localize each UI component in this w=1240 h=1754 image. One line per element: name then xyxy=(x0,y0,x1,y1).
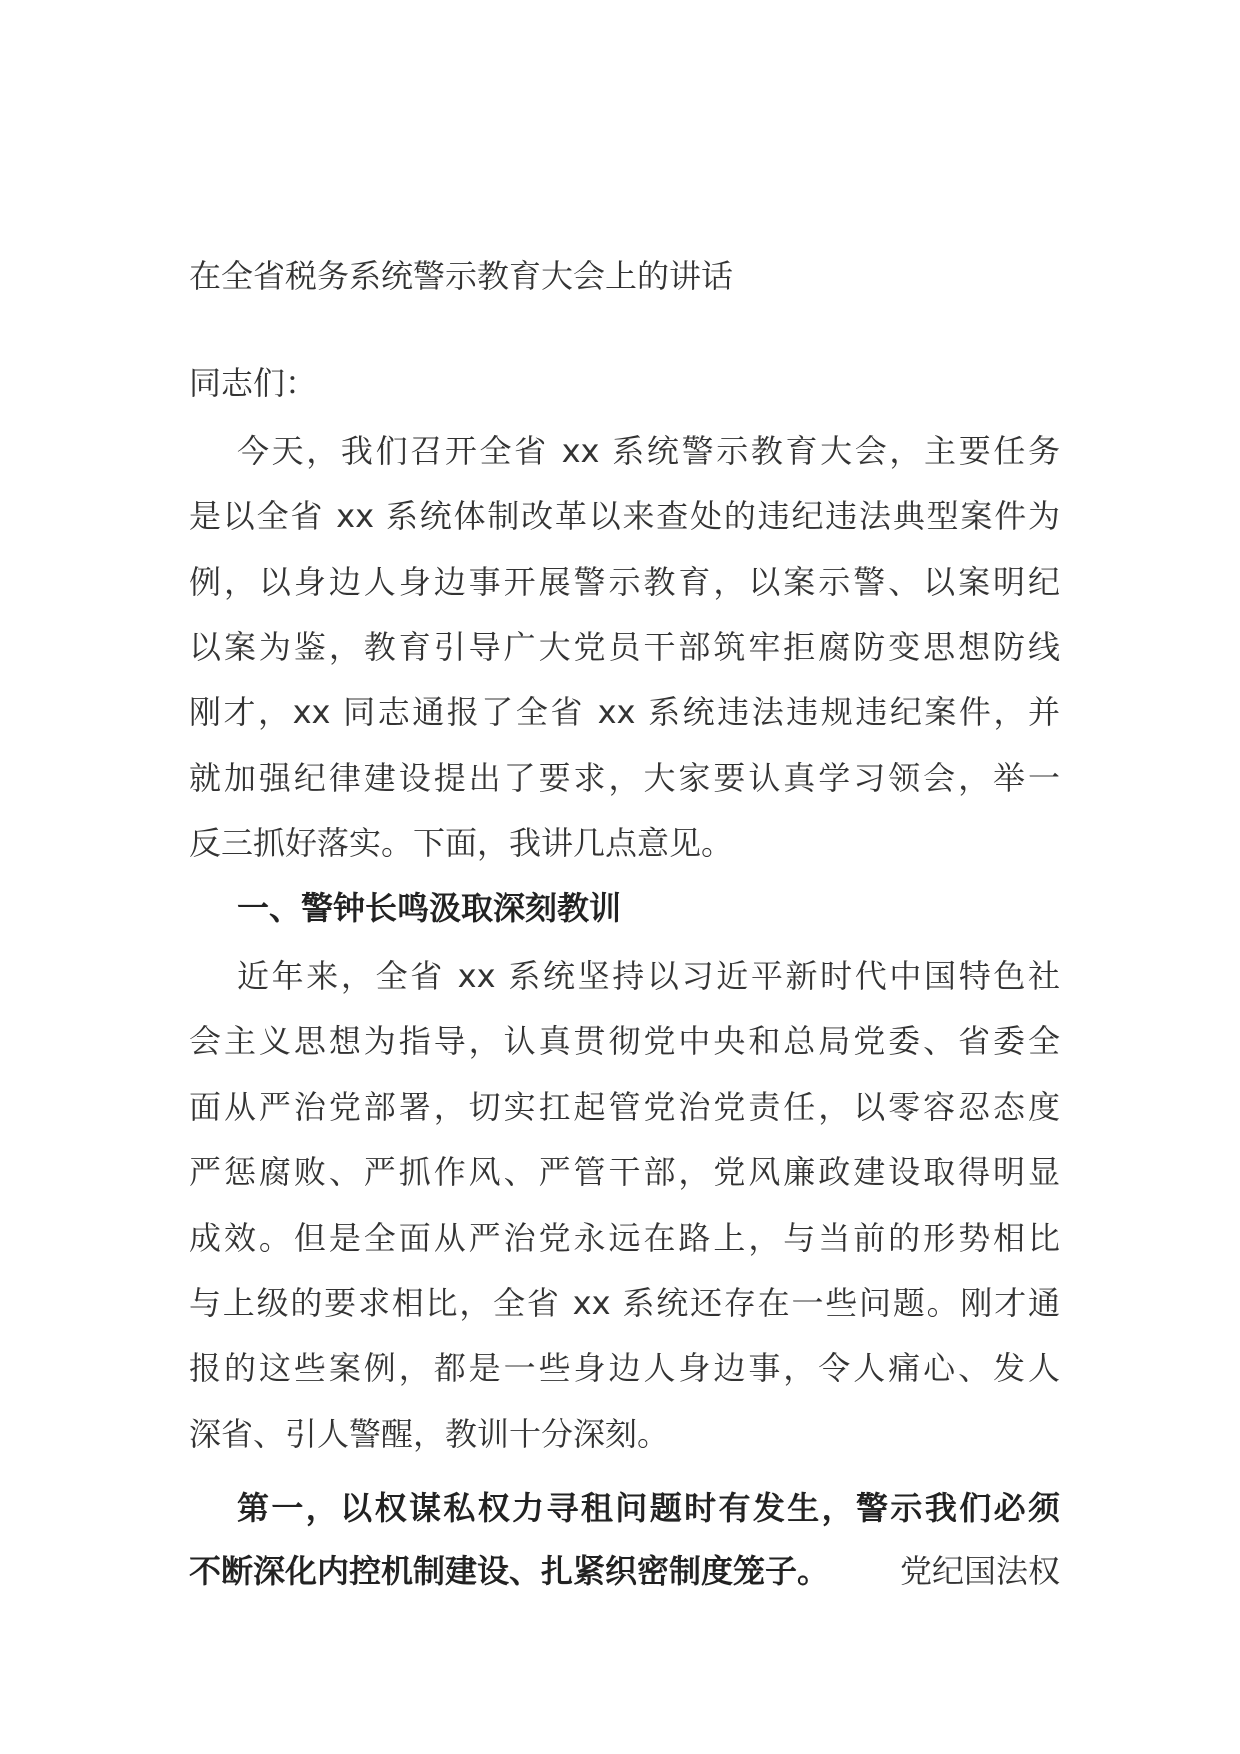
paragraph-line: 今天，我们召开全省 xx 系统警示教育大会，主要任务 xyxy=(237,432,1060,470)
paragraph-line: 近年来，全省 xx 系统坚持以习近平新时代中国特色社 xyxy=(237,957,1060,995)
bold-text: 不断深化内控机制建设、扎紧织密制度笼子。 xyxy=(189,1552,830,1590)
paragraph-line: 报的这些案例，都是一些身边人身边事，令人痛心、发人 xyxy=(189,1349,1060,1387)
paragraph-line: 深省、引人警醒，教训十分深刻。 xyxy=(189,1415,670,1453)
paragraph-line: 反三抓好落实。下面，我讲几点意见。 xyxy=(189,824,734,862)
document-title: 在全省税务系统警示教育大会上的讲话 xyxy=(189,257,734,295)
paragraph-line: 严惩腐败、严抓作风、严管干部，党风廉政建设取得明显 xyxy=(189,1153,1060,1191)
paragraph-line: 成效。但是全面从严治党永远在路上，与当前的形势相比 xyxy=(189,1219,1060,1257)
paragraph-line: 是以全省 xx 系统体制改革以来查处的违纪违法典型案件为 xyxy=(189,497,1060,535)
paragraph-line: 就加强纪律建设提出了要求，大家要认真学习领会，举一 xyxy=(189,759,1060,797)
paragraph-line: 会主义思想为指导，认真贯彻党中央和总局党委、省委全 xyxy=(189,1022,1060,1060)
paragraph-line: 面从严治党部署，切实扛起管党治党责任，以零容忍态度 xyxy=(189,1088,1060,1126)
paragraph-line: 以案为鉴，教育引导广大党员干部筑牢拒腐防变思想防线 xyxy=(189,628,1060,666)
salutation: 同志们： xyxy=(189,364,318,402)
mixed-paragraph-line xyxy=(189,1551,1060,1591)
normal-text: 党纪国法权 xyxy=(899,1552,1060,1590)
section-heading: 一、警钟长鸣汲取深刻教训 xyxy=(237,889,622,927)
paragraph-line: 例，以身边人身边事开展警示教育，以案示警、以案明纪 xyxy=(189,563,1060,601)
paragraph-line: 与上级的要求相比，全省 xx 系统还存在一些问题。刚才通 xyxy=(189,1284,1060,1322)
paragraph-line: 刚才，xx 同志通报了全省 xx 系统违法违规违纪案件，并 xyxy=(189,693,1060,731)
bold-paragraph-line: 第一，以权谋私权力寻租问题时有发生，警示我们必须 xyxy=(237,1489,1060,1527)
